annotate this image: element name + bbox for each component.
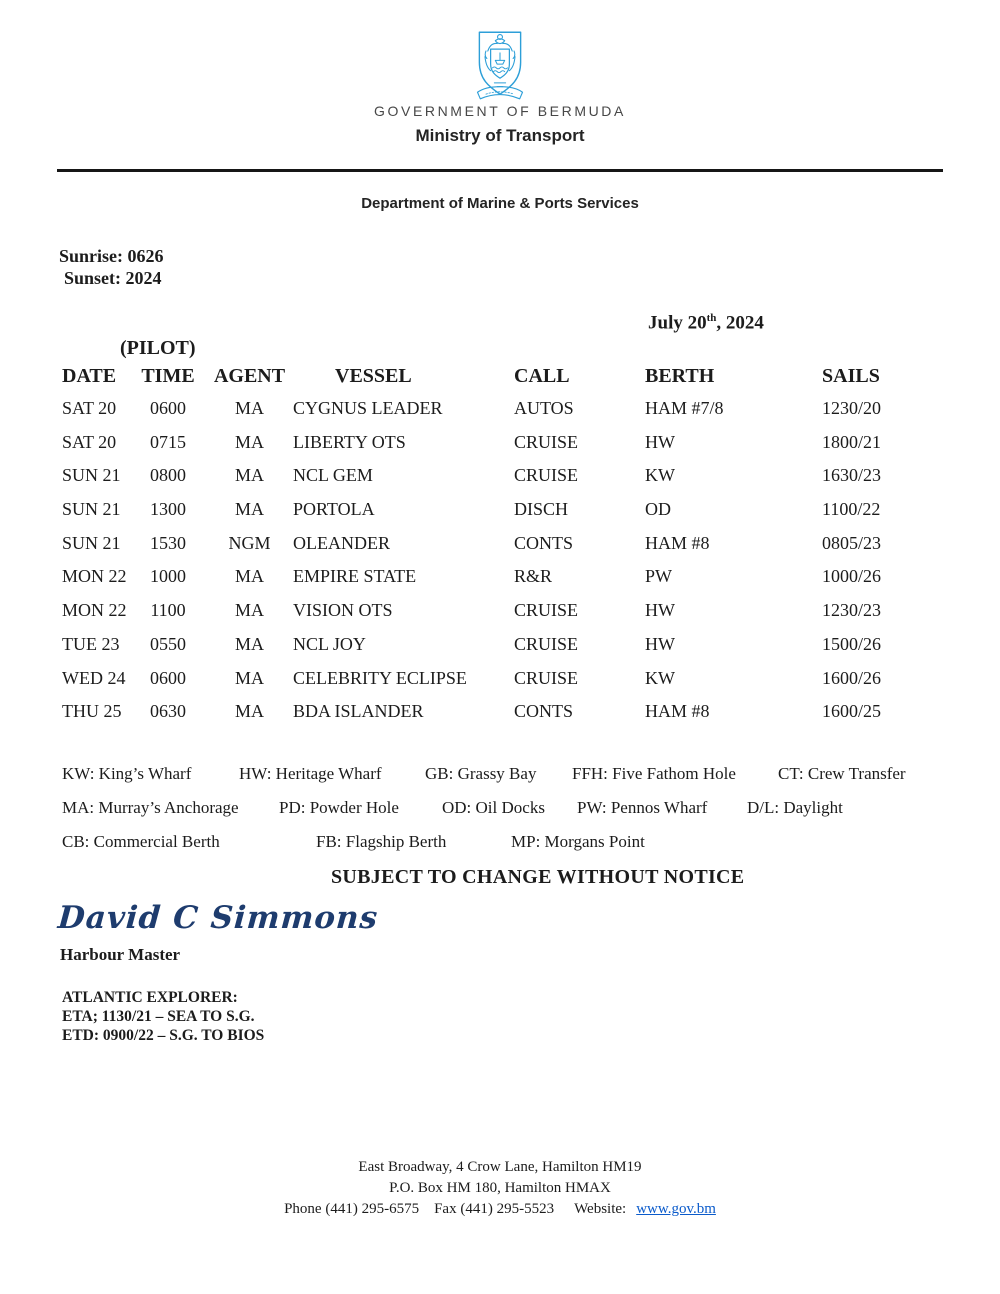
cell-berth: KW — [645, 465, 675, 486]
legend-item: GB: Grassy Bay — [425, 764, 537, 783]
cell-agent: MA — [234, 600, 264, 621]
cell-time: 0550 — [150, 633, 186, 654]
footer-website-label: Website: — [574, 1200, 627, 1217]
legend-item: KW: King’s Wharf — [62, 764, 192, 783]
table-row — [62, 493, 942, 527]
cell-time: 0600 — [150, 667, 186, 688]
date-ordinal: th — [706, 312, 717, 324]
change-notice: SUBJECT TO CHANGE WITHOUT NOTICE — [331, 866, 745, 888]
cell-date: SAT 20 — [62, 398, 117, 418]
cell-vessel: EMPIRE STATE — [293, 566, 417, 587]
legend-item: MA: Murray’s Anchorage — [62, 798, 239, 817]
cell-berth: KW — [645, 667, 675, 688]
cell-sails: 1230/20 — [822, 398, 882, 418]
bermuda-coat-of-arms-icon — [470, 28, 530, 109]
atlantic-explorer-etd: ETD: 0900/22 – S.G. TO BIOS — [62, 1027, 265, 1044]
cell-sails: 1600/25 — [822, 701, 882, 722]
col-header-time: TIME — [141, 365, 195, 387]
legend-item: HW: Heritage Wharf — [239, 764, 382, 783]
legend-item: CB: Commercial Berth — [62, 832, 220, 851]
legend-item: MP: Morgans Point — [511, 832, 645, 851]
cell-vessel: NCL JOY — [293, 633, 366, 654]
cell-sails: 1800/21 — [822, 431, 882, 452]
cell-call: CONTS — [514, 701, 574, 722]
cell-time: 1100 — [150, 600, 186, 621]
cell-date: SAT 20 — [62, 431, 117, 452]
cell-sails: 1500/26 — [822, 633, 882, 654]
cell-sails: 1630/23 — [822, 465, 882, 486]
footer-fax: Fax (441) 295-5523 — [434, 1200, 555, 1217]
cell-date: THU 25 — [62, 701, 122, 722]
cell-vessel: LIBERTY OTS — [293, 431, 406, 452]
cell-berth: HW — [645, 633, 675, 654]
cell-sails: 1100/22 — [822, 499, 881, 520]
cell-date: MON 22 — [62, 600, 127, 621]
cell-vessel: OLEANDER — [293, 532, 390, 553]
cell-agent: MA — [234, 566, 264, 587]
cell-agent: MA — [234, 398, 264, 418]
sunrise-time: Sunrise: 0626 — [59, 246, 164, 266]
schedule-table — [62, 362, 942, 729]
legend-line — [62, 791, 952, 825]
cell-agent: MA — [234, 667, 264, 688]
cell-date: TUE 23 — [62, 633, 120, 654]
cell-call: CRUISE — [514, 431, 579, 452]
cell-vessel: NCL GEM — [293, 465, 373, 486]
cell-date: SUN 21 — [62, 499, 121, 520]
cell-call: CRUISE — [514, 465, 579, 486]
legend-line — [62, 757, 952, 791]
cell-time: 1530 — [150, 532, 186, 553]
cell-call: CRUISE — [514, 600, 579, 621]
ministry-title: Ministry of Transport — [415, 126, 585, 145]
table-row — [62, 628, 942, 662]
cell-time: 0600 — [150, 398, 186, 418]
signature-title: Harbour Master — [60, 945, 181, 964]
schedule-rows — [62, 392, 942, 729]
table-row — [62, 560, 942, 594]
cell-vessel: BDA ISLANDER — [293, 701, 424, 722]
cell-sails: 1600/26 — [822, 667, 882, 688]
atlantic-explorer-title: ATLANTIC EXPLORER: — [62, 989, 238, 1006]
cell-agent: MA — [234, 701, 264, 722]
cell-call: CONTS — [514, 532, 574, 553]
sunset-time: Sunset: 2024 — [64, 268, 162, 288]
legend-item: FB: Flagship Berth — [316, 832, 447, 851]
atlantic-explorer-eta: ETA; 1130/21 – SEA TO S.G. — [62, 1008, 255, 1025]
cell-berth: HW — [645, 600, 675, 621]
cell-date: SUN 21 — [62, 532, 121, 553]
cell-berth: HAM #8 — [645, 532, 710, 553]
cell-date: WED 24 — [62, 667, 126, 688]
org-name: GOVERNMENT OF BERMUDA — [374, 103, 626, 119]
legend-line — [62, 825, 952, 859]
legend-item: D/L: Daylight — [747, 798, 843, 817]
cell-time: 0630 — [150, 701, 186, 722]
footer-contact-line — [0, 1199, 1000, 1220]
cell-time: 0715 — [150, 431, 186, 452]
legend-item: FFH: Five Fathom Hole — [572, 764, 736, 783]
cell-call: CRUISE — [514, 633, 579, 654]
cell-date: MON 22 — [62, 566, 127, 587]
col-header-date: DATE — [62, 365, 117, 387]
cell-sails: 1000/26 — [822, 566, 882, 587]
department-title: Department of Marine & Ports Services — [361, 195, 639, 212]
cell-vessel: CELEBRITY ECLIPSE — [293, 667, 467, 688]
cell-date: SUN 21 — [62, 465, 121, 486]
cell-berth: HAM #7/8 — [645, 398, 724, 418]
cell-agent: MA — [234, 499, 264, 520]
cell-time: 1300 — [150, 499, 186, 520]
col-header-sails: SAILS — [822, 365, 880, 387]
table-header-row — [62, 362, 942, 390]
col-header-agent: AGENT — [213, 365, 286, 387]
cell-vessel: CYGNUS LEADER — [293, 398, 443, 418]
cell-vessel: VISION OTS — [293, 600, 393, 621]
cell-agent: MA — [234, 633, 264, 654]
horizontal-rule — [57, 169, 943, 172]
legend-item: CT: Crew Transfer — [778, 764, 906, 783]
legend-item: OD: Oil Docks — [442, 798, 545, 817]
col-header-berth: BERTH — [645, 365, 715, 387]
table-row — [62, 527, 942, 561]
table-row — [62, 594, 942, 628]
cell-call: CRUISE — [514, 667, 579, 688]
cell-berth: PW — [645, 566, 672, 587]
cell-agent: MA — [234, 431, 264, 452]
cell-time: 1000 — [150, 566, 186, 587]
legend-item: PW: Pennos Wharf — [577, 798, 708, 817]
table-row — [62, 662, 942, 696]
cell-sails: 1230/23 — [822, 600, 882, 621]
harbour-master-signature: David C Simmons — [56, 900, 380, 936]
cell-berth: HW — [645, 431, 675, 452]
cell-agent: NGM — [228, 532, 271, 553]
pilot-column-label: (PILOT) — [120, 337, 196, 359]
table-row — [62, 426, 942, 460]
atlantic-explorer-note — [62, 988, 264, 1045]
cell-call: DISCH — [514, 499, 569, 520]
col-header-call: CALL — [514, 365, 570, 387]
cell-sails: 0805/23 — [822, 532, 882, 553]
table-row — [62, 695, 942, 729]
cell-time: 0800 — [150, 465, 186, 486]
table-row — [62, 392, 942, 426]
berth-legend — [62, 757, 952, 859]
legend-item: PD: Powder Hole — [279, 798, 399, 817]
cell-vessel: PORTOLA — [293, 499, 375, 520]
issue-date: July 20th, 2024 — [648, 312, 764, 334]
col-header-vessel: VESSEL — [335, 365, 412, 387]
footer-phone: Phone (441) 295-6575 — [284, 1200, 420, 1217]
footer-address-line2: P.O. Box HM 180, Hamilton HMAX — [389, 1179, 611, 1196]
footer — [0, 1157, 1000, 1219]
cell-agent: MA — [234, 465, 264, 486]
footer-address-line1: East Broadway, 4 Crow Lane, Hamilton HM19 — [358, 1159, 642, 1175]
cell-berth: HAM #8 — [645, 701, 710, 722]
cell-berth: OD — [645, 499, 671, 520]
table-row — [62, 459, 942, 493]
cell-call: R&R — [514, 566, 553, 587]
cell-call: AUTOS — [514, 398, 574, 418]
footer-website-link[interactable]: www.gov.bm — [636, 1200, 716, 1217]
